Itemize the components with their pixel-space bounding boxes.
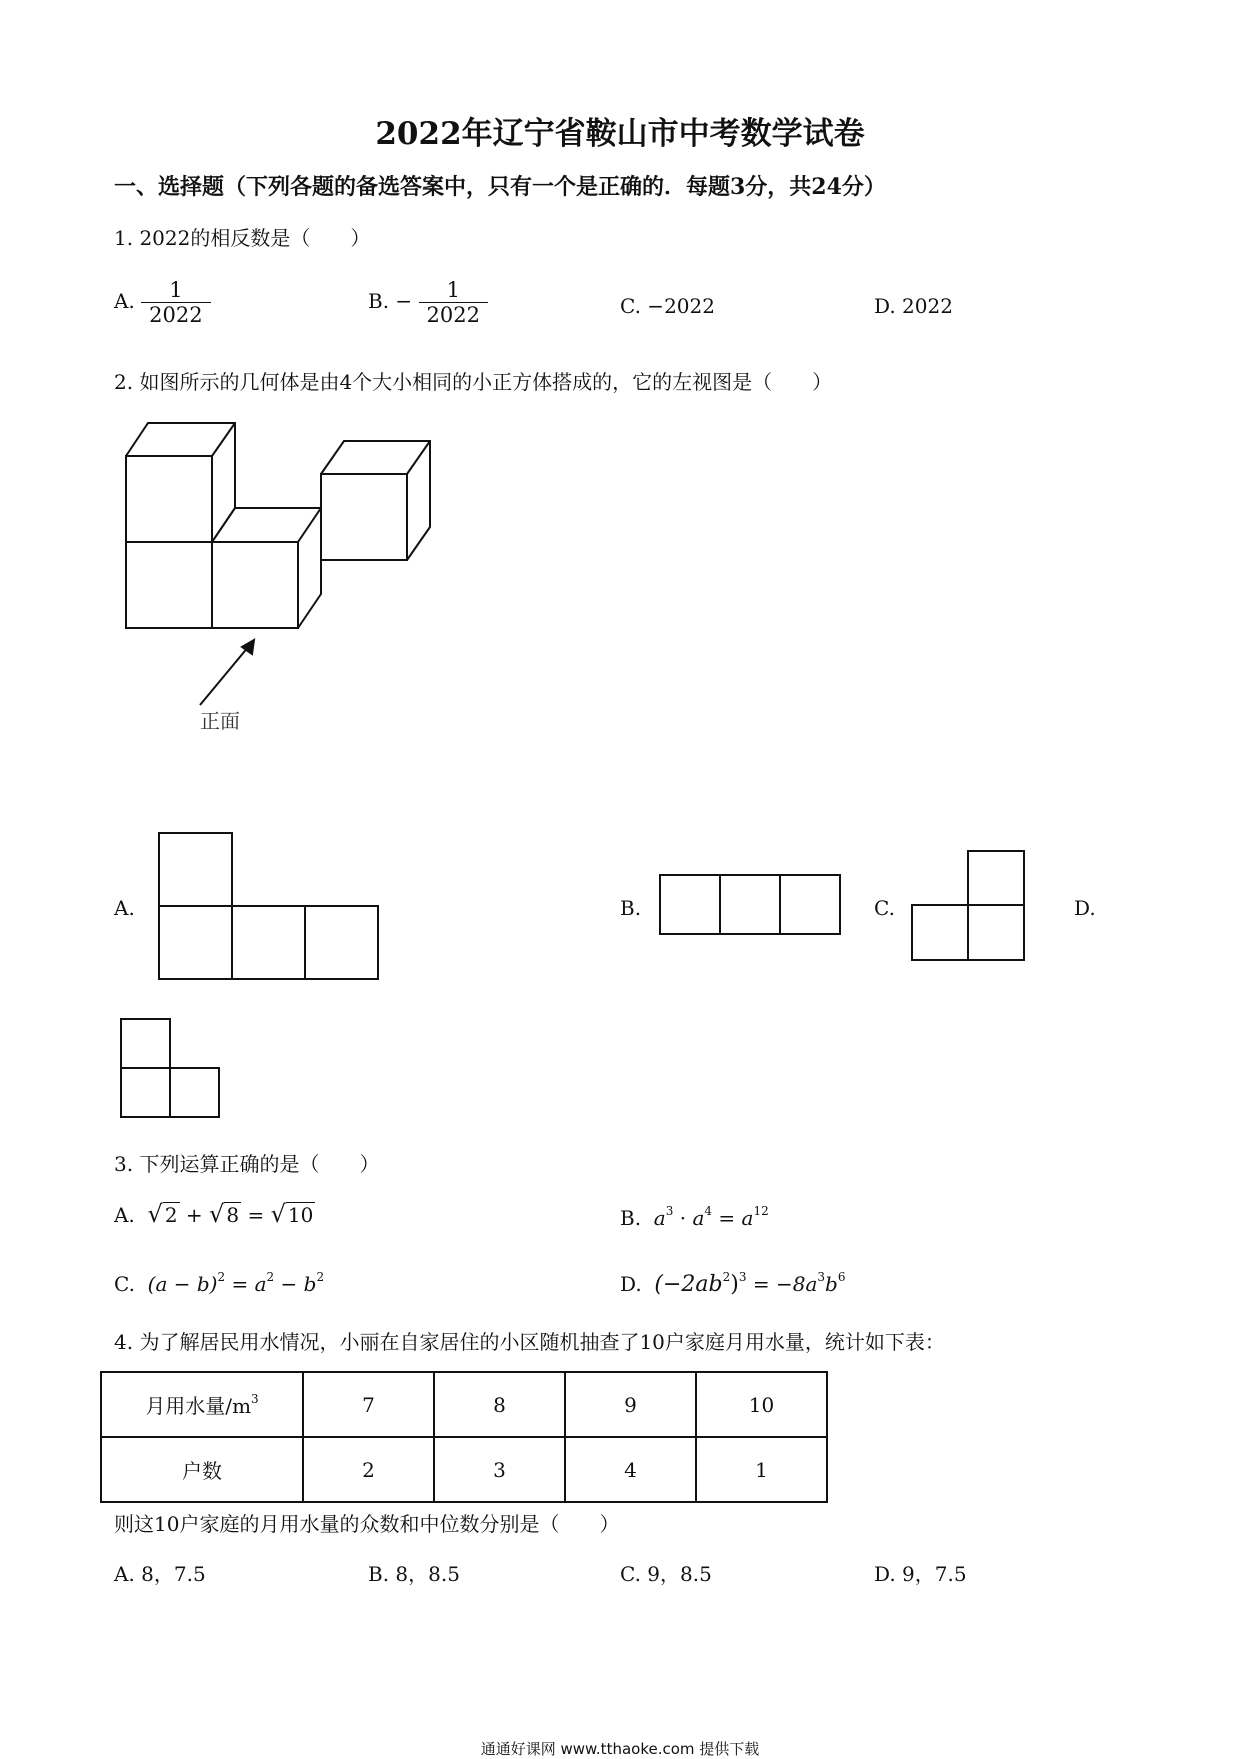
table-row [101, 1437, 827, 1502]
table-cell: 10 [696, 1372, 827, 1437]
table-cell: 2 [303, 1437, 434, 1502]
q4-option-b[interactable]: B. 8，8.5 [368, 1562, 460, 1586]
q3-d-a-exp: 3 [817, 1270, 826, 1284]
q3-b-exp-3: 12 [753, 1204, 769, 1218]
radical-icon: √ [209, 1200, 225, 1228]
q1-a-denominator: 2022 [141, 302, 210, 327]
q3-c-lhs-exp: 2 [217, 1270, 226, 1284]
q1-option-c[interactable]: C. −2022 [620, 294, 715, 318]
q3-c-term-2-exp: 2 [316, 1270, 325, 1284]
q3-b-equals: = [712, 1206, 742, 1230]
q1-a-label: A. [114, 289, 135, 314]
q3-b-dot: · [679, 1206, 687, 1230]
radical-icon: √ [147, 1200, 163, 1228]
q3-a-equals: = [247, 1203, 265, 1227]
water-usage-table [100, 1371, 828, 1503]
q2-option-b-figure[interactable] [658, 873, 844, 937]
q2-b-label[interactable]: B. [620, 896, 642, 920]
row1-unit-exp: 3 [251, 1392, 259, 1406]
q2-solid-figure [100, 405, 460, 745]
q3-c-label: C. [114, 1272, 135, 1296]
q1-stem: 1. 2022的相反数是（ ） [114, 226, 371, 250]
q3-a-radicand-3: 10 [287, 1203, 314, 1227]
q2-front-label: 正面 [200, 709, 240, 733]
q3-d-b-exp: 6 [837, 1270, 846, 1284]
q3-b-exp-2: 4 [704, 1204, 713, 1218]
q2-option-a-figure[interactable] [156, 830, 384, 982]
row1-unit: m [232, 1394, 252, 1418]
q2-option-c-figure[interactable] [910, 848, 1030, 964]
table-cell: 3 [434, 1437, 565, 1502]
row1-header: 月用水量/ [145, 1394, 233, 1418]
table-cell: 4 [565, 1437, 696, 1502]
q3-a-label: A. [114, 1203, 135, 1227]
footer-text: 通通好课网 www.tthaoke.com 提供下载 [480, 1740, 760, 1758]
q2-option-d-figure[interactable] [118, 1017, 224, 1121]
q1-b-numerator: 1 [446, 278, 460, 302]
q4-option-a[interactable]: A. 8，7.5 [114, 1562, 206, 1586]
radical-icon: √ [270, 1200, 286, 1228]
q1-a-numerator: 1 [169, 278, 183, 302]
q3-d-close: ) [730, 1272, 739, 1297]
q3-a-plus: + [185, 1203, 203, 1227]
q3-d-inner-exp: 2 [722, 1270, 731, 1284]
page-title: 2022年辽宁省鞍山市中考数学试卷 [375, 116, 865, 152]
table-row [101, 1372, 827, 1437]
section-heading: 一、选择题（下列各题的备选答案中，只有一个是正确的．每题3分，共24分） [114, 174, 886, 200]
q3-c-term-2: b [303, 1272, 317, 1296]
q3-d-inner: (−2ab [654, 1272, 723, 1297]
q3-a-radicand-1: 2 [164, 1203, 178, 1227]
q3-option-b[interactable] [620, 1204, 769, 1230]
q3-option-d[interactable] [620, 1270, 845, 1297]
q3-b-base-2: a [692, 1206, 705, 1230]
table-header-cell: 户数 [101, 1437, 303, 1502]
q2-a-label[interactable]: A. [114, 896, 135, 920]
q2-c-label[interactable]: C. [874, 896, 895, 920]
q1-option-d[interactable]: D. 2022 [874, 294, 953, 318]
q3-stem: 3. 下列运算正确的是（ ） [114, 1152, 380, 1176]
q3-d-outer-exp: 3 [738, 1270, 747, 1284]
table-cell: 7 [303, 1372, 434, 1437]
q3-c-minus: − [274, 1272, 304, 1296]
q3-option-c[interactable] [114, 1270, 324, 1296]
table-header-cell [101, 1372, 303, 1437]
q1-a-fraction [141, 278, 210, 327]
table-cell: 8 [434, 1372, 565, 1437]
q4-followup: 则这10户家庭的月用水量的众数和中位数分别是（ ） [114, 1512, 620, 1536]
q3-a-radicand-2: 8 [226, 1203, 240, 1227]
q2-d-label[interactable]: D. [1074, 896, 1096, 920]
table-cell: 1 [696, 1437, 827, 1502]
q3-d-b: b [825, 1272, 838, 1296]
q3-b-base-3: a [741, 1206, 754, 1230]
q3-d-label: D. [620, 1272, 642, 1296]
q3-c-lhs: (a − b) [147, 1272, 218, 1296]
q3-c-equals: = [225, 1272, 255, 1296]
q1-b-sign: − [395, 289, 413, 314]
q3-option-a[interactable] [114, 1200, 315, 1228]
q3-c-term-1-exp: 2 [266, 1270, 275, 1284]
q4-option-c[interactable]: C. 9，8.5 [620, 1562, 712, 1586]
q3-b-base-1: a [653, 1206, 666, 1230]
q3-d-equals: = −8a [746, 1272, 818, 1296]
q1-option-a[interactable] [114, 278, 211, 327]
table-cell: 9 [565, 1372, 696, 1437]
q3-b-label: B. [620, 1206, 642, 1230]
q4-stem: 4. 为了解居民用水情况，小丽在自家居住的小区随机抽查了10户家庭月用水量，统计如下表： [114, 1330, 945, 1354]
q1-b-label: B. [368, 289, 390, 314]
q1-option-b[interactable] [368, 278, 488, 327]
q1-b-denominator: 2022 [419, 302, 488, 327]
q2-stem: 2. 如图所示的几何体是由4个大小相同的小正方体搭成的，它的左视图是（ ） [114, 370, 833, 394]
q3-b-exp-1: 3 [665, 1204, 674, 1218]
q1-b-fraction [419, 278, 488, 327]
q3-c-term-1: a [254, 1272, 267, 1296]
q4-option-d[interactable]: D. 9，7.5 [874, 1562, 967, 1586]
